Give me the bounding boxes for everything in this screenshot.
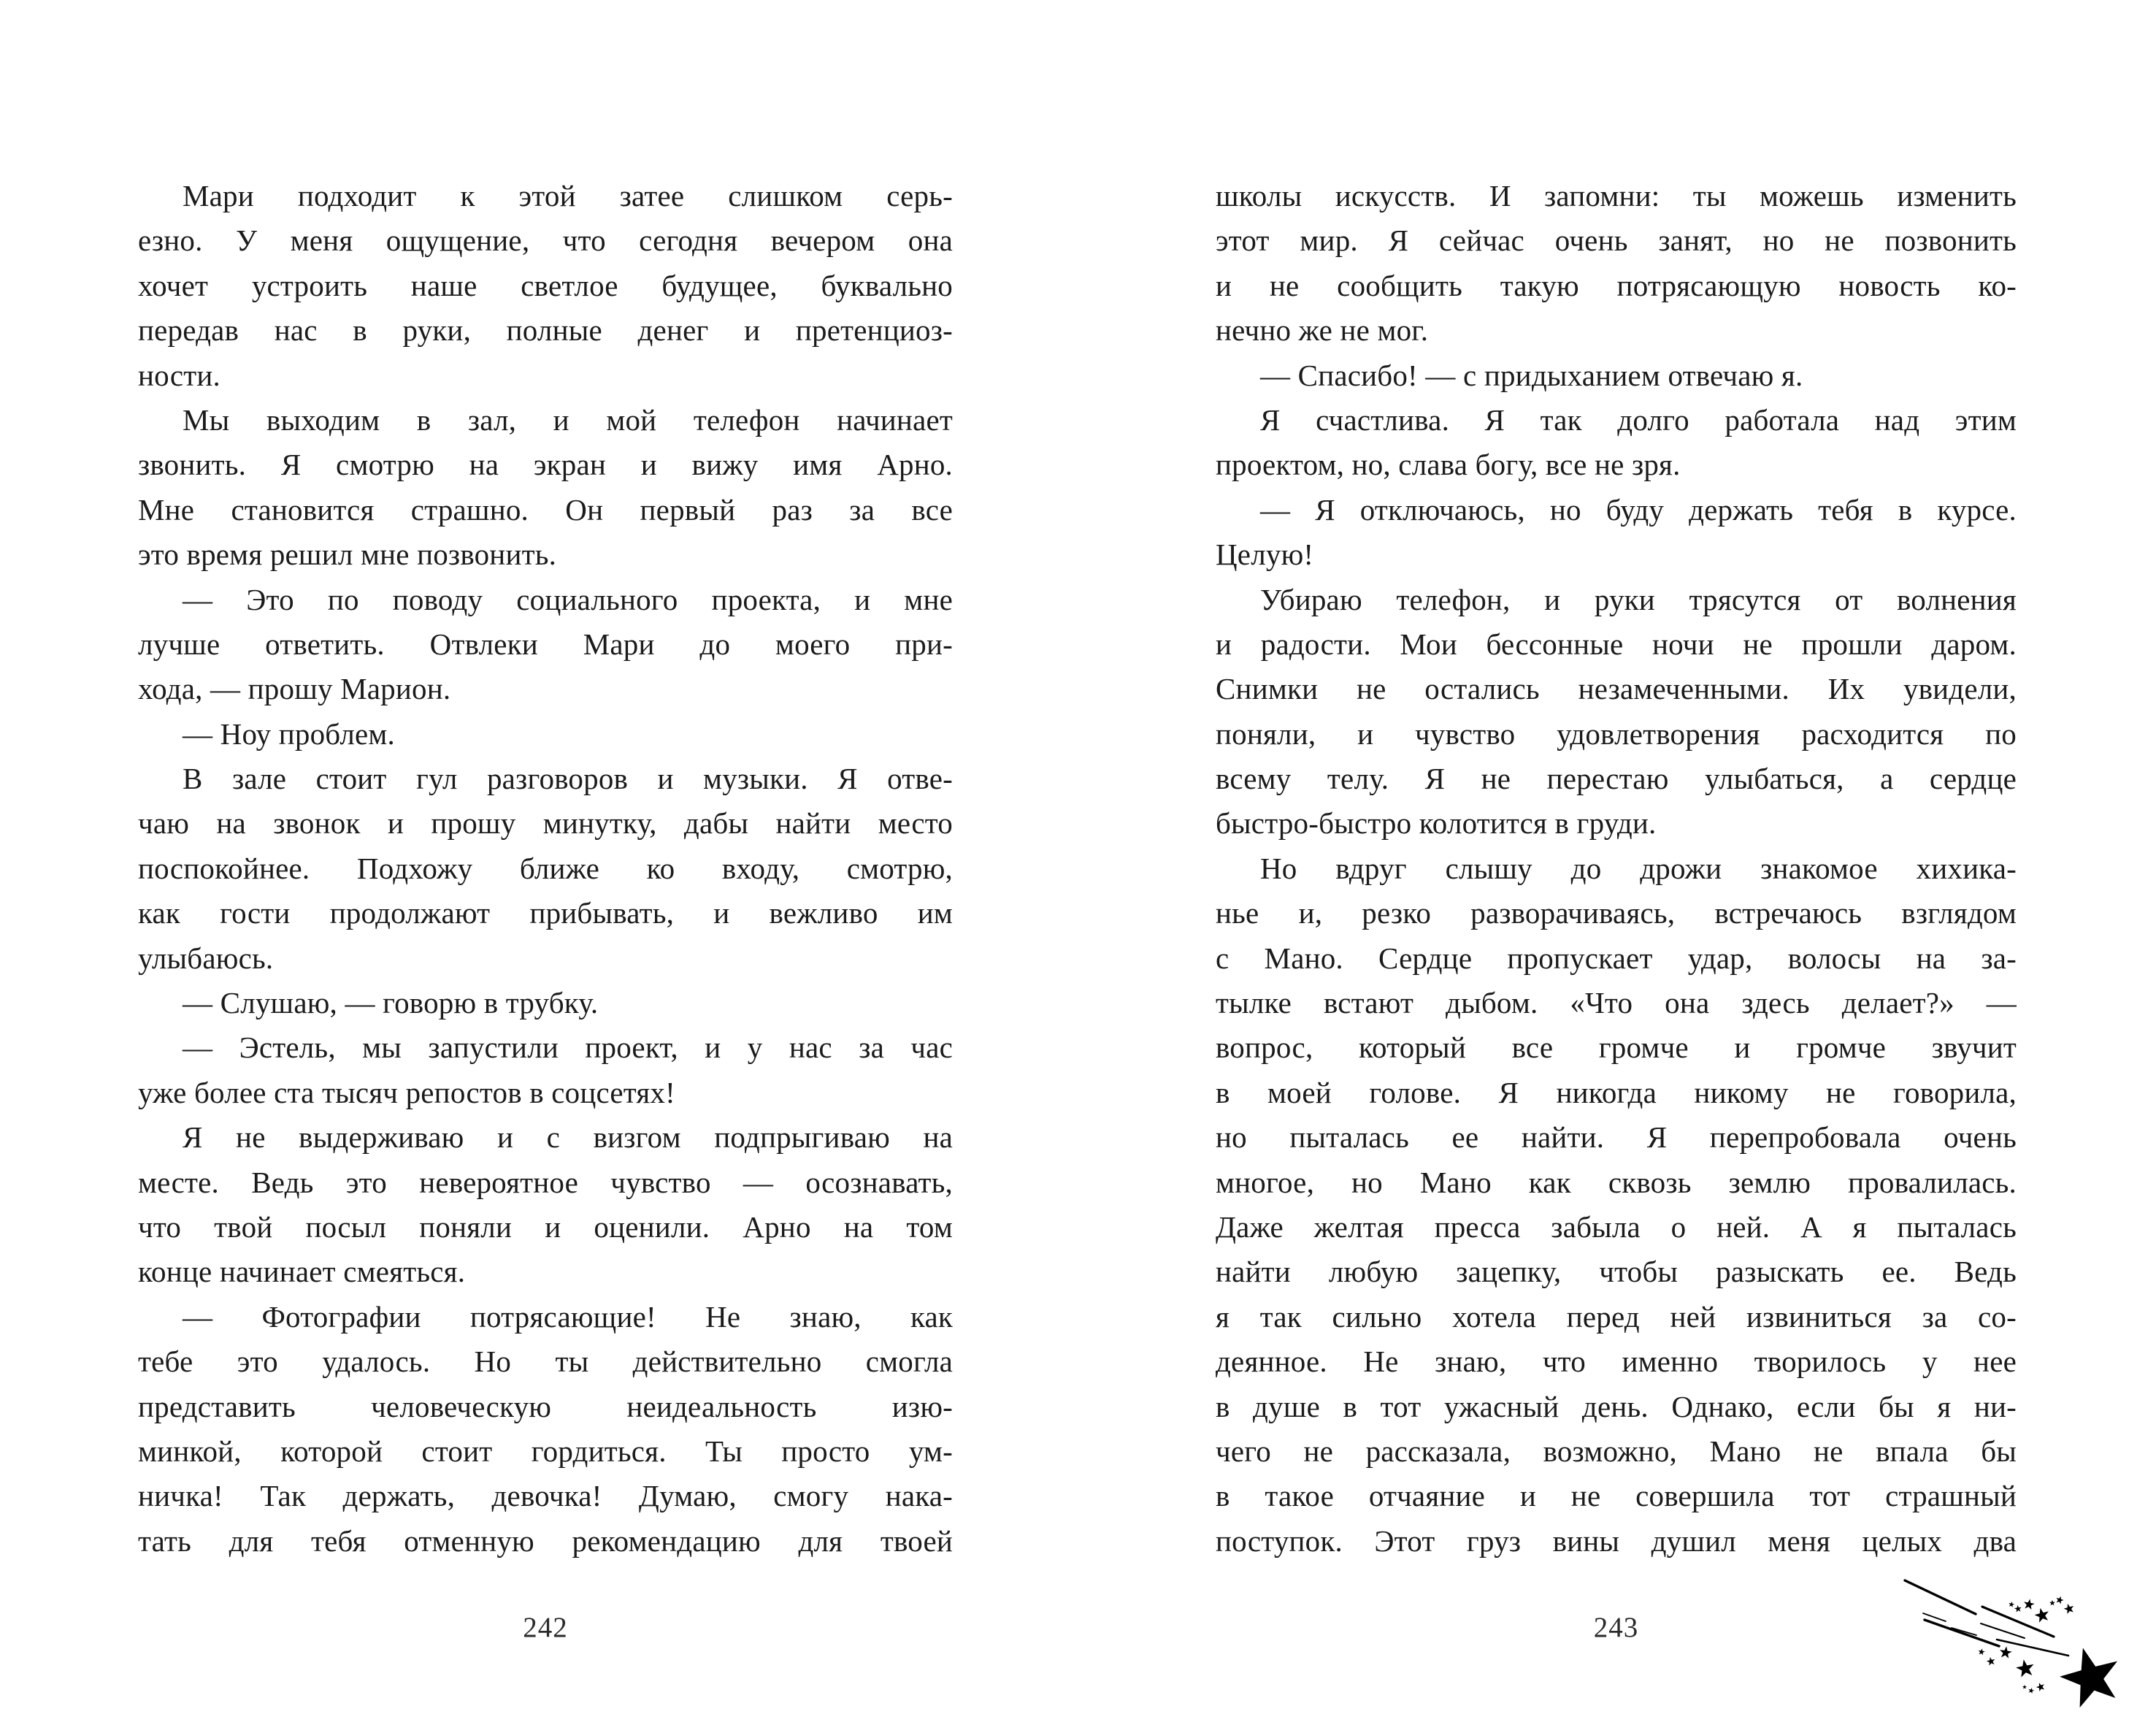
- text-line: поспокойнее. Подхожу ближе ко входу, смотрю,: [138, 851, 953, 885]
- paragraph: [1216, 488, 2017, 578]
- text-line: быстро-быстро колотится в груди.: [1216, 806, 1657, 841]
- text-line: вопрос, который все громче и громче звучит: [1216, 1030, 2017, 1065]
- text-line: езно. У меня ощущение, что сегодня вечером она: [138, 223, 953, 258]
- text-line: передав нас в руки, полные денег и претенциоз-: [138, 313, 953, 348]
- text-line: тать для тебя отменную рекомендацию для твоей: [138, 1523, 953, 1558]
- text-line: в душе в тот ужасный день. Однако, если бы я ни-: [1216, 1389, 2017, 1423]
- text-line: тылке встают дыбом. «Что она здесь делает?» —: [1216, 986, 2017, 1020]
- text-line: что твой посыл поняли и оценили. Арно на том: [138, 1209, 953, 1244]
- text-line: найти любую зацепку, чтобы разыскать ее. Ведь: [1216, 1255, 2017, 1289]
- text-line: — Фотографии потрясающие! Не знаю, как: [183, 1299, 953, 1334]
- text-line: но пыталась ее найти. Я перепробовала очень: [1216, 1120, 2017, 1155]
- text-line: минкой, которой стоит гордиться. Ты просто ум-: [138, 1434, 953, 1468]
- text-line: в такое отчаяние и не совершила тот страшный: [1216, 1479, 2017, 1513]
- text-line: как гости продолжают прибывать, и вежливо им: [138, 896, 953, 930]
- text-line: уже более ста тысяч репостов в соцсетях!: [138, 1075, 675, 1109]
- text-line: — Эстель, мы запустили проект, и у нас за час: [183, 1030, 953, 1065]
- text-line: нье и, резко разворачиваясь, встречаюсь взглядом: [1216, 896, 2017, 930]
- text-line: хода, — прошу Марион.: [138, 672, 451, 706]
- paragraph: [138, 981, 953, 1025]
- text-line: деянное. Не знаю, что именно творилось у нее: [1216, 1345, 2017, 1379]
- paragraph: [138, 578, 953, 712]
- text-line: чего не рассказала, возможно, Мано не впала бы: [1216, 1434, 2017, 1468]
- right-page-number: 243: [1593, 1612, 1639, 1643]
- text-line: улыбаюсь.: [138, 941, 274, 975]
- paragraph: [1216, 353, 2017, 398]
- left-page-text: [138, 174, 953, 1564]
- paragraph: [1216, 578, 2017, 846]
- text-line: в моей голове. Я никогда никому не говорила,: [1216, 1075, 2017, 1109]
- paragraph: [138, 1025, 953, 1115]
- paragraph: [1216, 174, 2017, 353]
- text-line: поняли, и чувство удовлетворения расходится по: [1216, 716, 2017, 751]
- text-line: — Спасибо! — с придыханием отвечаю я.: [1260, 358, 1803, 392]
- left-page-number: 242: [523, 1612, 568, 1643]
- text-line: ничка! Так держать, девочка! Думаю, смогу нака-: [138, 1479, 953, 1513]
- text-line: это время решил мне позвонить.: [138, 538, 557, 572]
- right-page-text: [1216, 174, 2017, 1564]
- text-line: В зале стоит гул разговоров и музыки. Я отве-: [183, 762, 953, 796]
- paragraph: [138, 1295, 953, 1564]
- paragraph: [138, 174, 953, 398]
- text-line: Мне становится страшно. Он первый раз за все: [138, 492, 953, 527]
- text-line: многое, но Мано как сквозь землю провалилась.: [1216, 1165, 2017, 1199]
- text-line: всему телу. Я не перестаю улыбаться, а сердце: [1216, 762, 2017, 796]
- text-line: звонить. Я смотрю на экран и вижу имя Арно.: [138, 448, 953, 482]
- paragraph: [138, 398, 953, 578]
- text-line: школы искусств. И запомни: ты можешь изменить: [1216, 179, 2017, 213]
- text-line: проектом, но, слава богу, все не зря.: [1216, 448, 1681, 482]
- text-line: представить человеческую неидеальность изю-: [138, 1389, 953, 1423]
- text-line: месте. Ведь это невероятное чувство — осознавать,: [138, 1165, 953, 1199]
- paragraph: [1216, 398, 2017, 488]
- text-line: — Слушаю, — говорю в трубку.: [183, 986, 599, 1020]
- text-line: с Мано. Сердце пропускает удар, волосы на за-: [1216, 941, 2017, 975]
- text-line: Убираю телефон, и руки трясутся от волнения: [1260, 582, 2017, 616]
- text-line: Я счастлива. Я так долго работала над этим: [1260, 402, 2017, 437]
- text-line: поступок. Этот груз вины душил меня целых два: [1216, 1523, 2017, 1558]
- text-line: и не сообщить такую потрясающую новость ко-: [1216, 268, 2017, 302]
- text-line: — Я отключаюсь, но буду держать тебя в курсе.: [1260, 492, 2017, 527]
- text-line: конце начинает смеяться.: [138, 1255, 466, 1289]
- text-line: Целую!: [1216, 538, 1314, 572]
- text-line: хочет устроить наше светлое будущее, буквально: [138, 268, 953, 302]
- shooting-stars-icon: [1862, 1453, 2156, 1725]
- text-line: я так сильно хотела перед ней извиниться за со-: [1216, 1299, 2017, 1334]
- text-line: нечно же не мог.: [1216, 313, 1429, 348]
- text-line: чаю на звонок и прошу минутку, дабы найти место: [138, 806, 953, 841]
- text-line: Снимки не остались незамеченными. Их увидели,: [1216, 672, 2017, 706]
- text-line: — Это по поводу социального проекта, и мне: [183, 582, 953, 616]
- paragraph: [138, 1115, 953, 1295]
- text-line: тебе это удалось. Но ты действительно смогла: [138, 1345, 953, 1379]
- text-line: — Ноу проблем.: [183, 716, 395, 751]
- text-line: этот мир. Я сейчас очень занят, но не позвонить: [1216, 223, 2017, 258]
- text-line: Мари подходит к этой затее слишком серь-: [183, 179, 953, 213]
- paragraph: [138, 757, 953, 981]
- text-line: Даже желтая пресса забыла о ней. А я пыталась: [1216, 1209, 2017, 1244]
- text-line: Мы выходим в зал, и мой телефон начинает: [183, 402, 953, 437]
- text-line: Но вдруг слышу до дрожи знакомое хихика-: [1260, 851, 2017, 885]
- text-line: Я не выдерживаю и с визгом подпрыгиваю на: [183, 1120, 953, 1155]
- text-line: и радости. Мои бессонные ночи не прошли даром.: [1216, 627, 2017, 661]
- text-line: лучше ответить. Отвлеки Мари до моего при-: [138, 627, 953, 661]
- paragraph: [138, 712, 953, 757]
- text-line: ности.: [138, 358, 220, 392]
